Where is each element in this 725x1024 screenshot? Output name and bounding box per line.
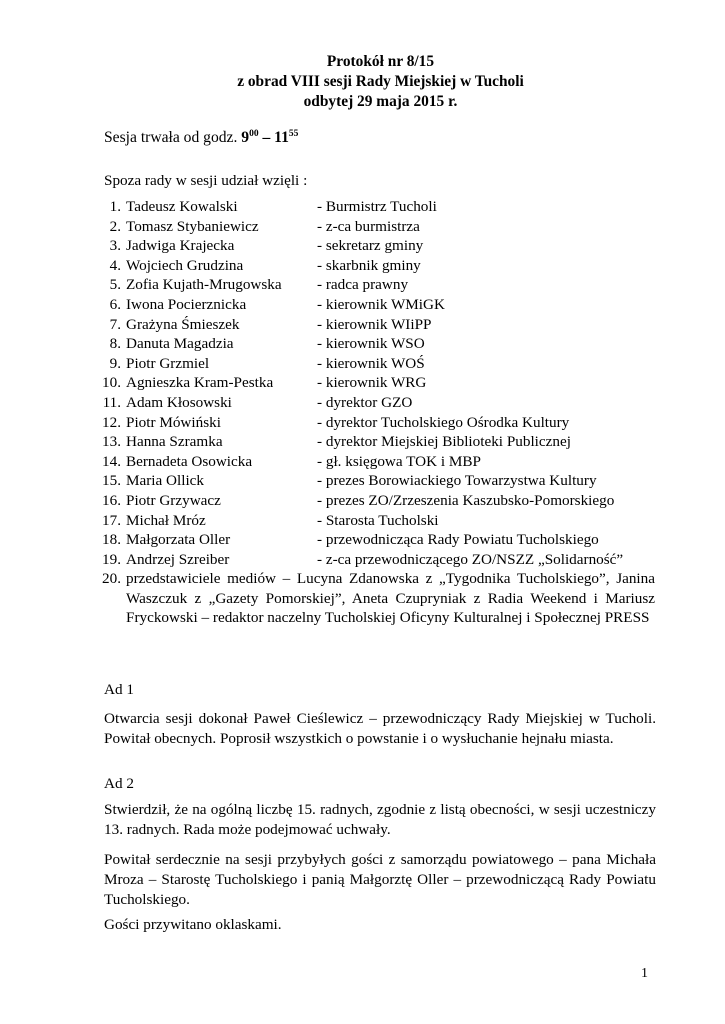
guest-role: - kierownik WOŚ — [317, 354, 425, 372]
guest-role: - skarbnik gminy — [317, 256, 421, 274]
guest-name: Andrzej Szreiber — [126, 550, 230, 568]
guest-number: 18. — [102, 531, 121, 549]
guest-name: Iwona Pocierznicka — [126, 295, 247, 313]
page-number: 1 — [641, 966, 648, 981]
guest-role: - sekretarz gminy — [317, 237, 424, 255]
guest-number: 8. — [109, 335, 121, 353]
guest-number: 6. — [109, 295, 121, 313]
guest-number: 5. — [109, 276, 121, 294]
guest-role: - gł. księgowa TOK i MBP — [317, 452, 481, 470]
guest-row-media — [100, 569, 660, 628]
guest-row — [100, 530, 660, 550]
guest-number: 14. — [102, 452, 121, 470]
guest-number: 3. — [109, 237, 121, 255]
guest-list — [100, 197, 660, 628]
ad1-heading: Ad 1 — [104, 681, 134, 698]
guest-role: - dyrektor Tucholskiego Ośrodka Kultury — [317, 413, 570, 431]
media-representatives: przedstawiciele mediów – Lucyna Zdanowska z „Tygodnika Tucholskiego”, Janina Waszczuk z „Gazety Pomorskiej”, Aneta Czupryniak z Radia Weekend i Mariusz Fryckowski – redaktor naczelny Tucholskiej Oficyny Kulturalnej i Społecznej PRESS — [126, 570, 655, 627]
guest-row — [100, 275, 660, 295]
document-header — [0, 52, 725, 112]
guest-row — [100, 334, 660, 354]
guest-role: - kierownik WSO — [317, 335, 425, 353]
guest-number: 13. — [102, 433, 121, 451]
ad2-heading: Ad 2 — [104, 775, 134, 792]
guest-number: 17. — [102, 511, 121, 529]
guest-row — [100, 413, 660, 433]
protocol-subtitle: z obrad VIII sesji Rady Miejskiej w Tucholi — [237, 73, 524, 90]
guest-row — [100, 197, 660, 217]
ad2-paragraph-1: Stwierdził, że na ogólną liczbę 15. radnych, zgodnie z listą obecności, w sesji uczestniczy 13. radnych. Rada może podejmować uchwały. — [104, 801, 656, 838]
guest-name: Tadeusz Kowalski — [126, 198, 238, 215]
guest-number: 19. — [102, 550, 121, 568]
guest-name: Piotr Mówiński — [126, 413, 221, 431]
guest-row — [100, 236, 660, 256]
guest-number: 2. — [109, 217, 121, 235]
guest-role: - prezes Borowiackiego Towarzystwa Kultury — [317, 472, 597, 490]
guest-role: - kierownik WRG — [317, 374, 427, 392]
protocol-date: odbytej 29 maja 2015 r. — [303, 93, 458, 110]
end-minutes: 55 — [288, 129, 299, 139]
guest-number: 16. — [102, 491, 121, 509]
guest-role: - dyrektor GZO — [317, 393, 413, 411]
guest-role: - kierownik WIiPP — [317, 315, 432, 333]
guest-row — [100, 354, 660, 374]
guest-role: - Starosta Tucholski — [317, 511, 439, 529]
guest-number: 11. — [102, 393, 121, 411]
ad1-paragraph: Otwarcia sesji dokonał Paweł Cieślewicz – przewodniczący Rady Miejskiej w Tucholi. Powitał obecnych. Poprosił wszystkich o powstanie i o wysłuchanie hejnału miasta. — [104, 710, 656, 747]
guest-number: 12. — [102, 413, 121, 431]
guest-name: Piotr Grzywacz — [126, 491, 221, 509]
guest-row — [100, 550, 660, 570]
guest-row — [100, 432, 660, 452]
guest-row — [100, 393, 660, 413]
session-prefix: Sesja trwała od godz. — [104, 129, 242, 146]
guest-row — [100, 471, 660, 491]
guest-row — [100, 315, 660, 335]
guest-name: Michał Mróz — [126, 511, 206, 529]
guest-role: - z-ca przewodniczącego ZO/NSZZ „Solidarność” — [317, 550, 624, 568]
guest-name: Danuta Magadzia — [126, 335, 234, 353]
end-hour: 11 — [274, 129, 289, 146]
ad2-paragraph-3: Gości przywitano oklaskami. — [104, 916, 282, 933]
guest-name: Bernadeta Osowicka — [126, 452, 253, 470]
guest-number: 15. — [102, 472, 121, 490]
ad2-paragraph-2: Powitał serdecznie na sesji przybyłych gości z samorządu powiatowego – pana Michała Mroza – Starostę Tucholskiego i panią Małgorztę Oller – przewodniczącą Rady Powiatu Tucholskiego. — [104, 851, 656, 908]
guest-role: - Burmistrz Tucholi — [317, 198, 437, 215]
guest-number: 4. — [109, 256, 121, 274]
guest-number: 20. — [102, 570, 121, 588]
guest-row — [100, 373, 660, 393]
guest-role: - radca prawny — [317, 276, 409, 294]
guest-name: Zofia Kujath-Mrugowska — [126, 276, 282, 294]
guest-name: Adam Kłosowski — [126, 393, 232, 411]
guest-number: 10. — [102, 374, 121, 392]
guest-role: - przewodnicząca Rady Powiatu Tucholskiego — [317, 531, 599, 549]
guest-row — [100, 491, 660, 511]
guest-row — [100, 295, 660, 315]
session-time — [104, 129, 298, 147]
guest-name: Agnieszka Kram-Pestka — [126, 374, 274, 392]
guest-row — [100, 256, 660, 276]
guest-row — [100, 511, 660, 531]
guest-row — [100, 217, 660, 237]
start-hour: 9 — [241, 129, 250, 146]
guest-role: - kierownik WMiGK — [317, 295, 445, 313]
guest-name: Grażyna Śmieszek — [126, 315, 240, 333]
guest-name: Małgorzata Oller — [126, 531, 231, 549]
guest-name: Hanna Szramka — [126, 433, 223, 451]
guest-number: 7. — [109, 315, 121, 333]
guest-name: Maria Ollick — [126, 472, 205, 490]
guest-role: - dyrektor Miejskiej Biblioteki Publicznej — [317, 433, 571, 451]
time-dash: – — [258, 129, 275, 146]
guest-number: 9. — [109, 354, 121, 372]
start-minutes: 00 — [249, 129, 259, 139]
guest-name: Wojciech Grudzina — [126, 256, 244, 274]
guests-title: Spoza rady w sesji udział wzięli : — [104, 172, 308, 189]
guest-number: 1. — [109, 198, 121, 215]
guest-row — [100, 452, 660, 472]
guest-role: - prezes ZO/Zrzeszenia Kaszubsko-Pomorskiego — [317, 491, 615, 509]
guest-name: Jadwiga Krajecka — [126, 237, 235, 255]
guest-name: Piotr Grzmiel — [126, 354, 210, 372]
guest-name: Tomasz Stybaniewicz — [126, 217, 259, 235]
guest-role: - z-ca burmistrza — [317, 217, 420, 235]
protocol-number: Protokół nr 8/15 — [326, 53, 435, 70]
